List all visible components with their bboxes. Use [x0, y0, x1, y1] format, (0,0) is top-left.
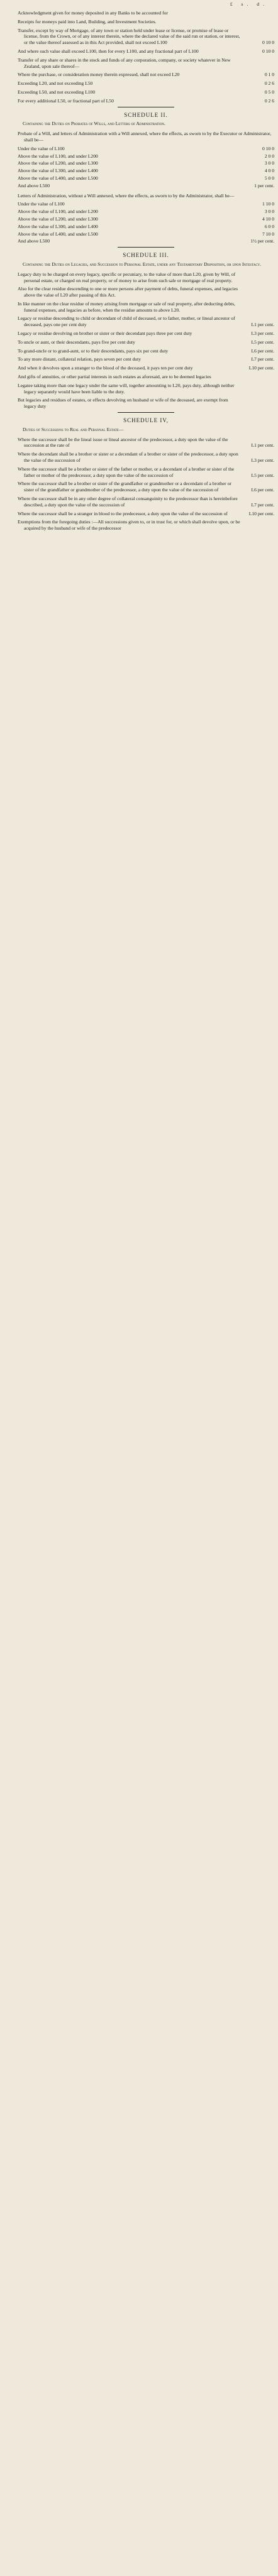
entry-text: Where the purchase, or consideration money therein expressed, shall not exceed L20 — [18, 72, 180, 78]
entry-amount: 1 per cent. — [254, 182, 274, 188]
entry-row — [18, 48, 274, 55]
entry-text: Where the decendant shall be a brother or sister or a decendant of a brother or sister of the predecessor, a duty upon the value of the succession of — [18, 451, 238, 464]
entry-row — [18, 224, 274, 230]
entry-row — [18, 383, 274, 395]
entry-amount: 6 0 0 — [264, 223, 274, 229]
entry-text: Under the value of L100 — [18, 201, 65, 207]
entry-amount: L3 per cent. — [251, 330, 274, 337]
entry-amount: 0 2 6 — [264, 97, 274, 104]
admin-rows — [18, 201, 274, 244]
entry-amount: L6 per cent. — [251, 487, 274, 493]
entry-text: Above the value of L100, and under L200 — [18, 209, 98, 215]
entry-amount: L7 per cent. — [251, 356, 274, 363]
entry-text: Above the value of L400, and under L500 — [18, 175, 98, 181]
schedule-4-rows — [18, 437, 274, 532]
entry-row — [18, 168, 274, 174]
entry-row — [18, 28, 274, 46]
currency-header: £ s. d. — [230, 1, 268, 7]
entry-row — [18, 481, 274, 493]
entry-row — [18, 160, 274, 166]
entry-text: Exceeding L20, and not exceeding L50 — [18, 80, 93, 87]
entry-text: Above the value of L300, and under L400 — [18, 223, 98, 229]
entry-row — [18, 339, 274, 346]
top-items-section — [18, 3, 274, 104]
entry-text: Transfer of any share or shares in the stock and funds of any corporation, company, or society whatever in New Zealand, upon sale thereof— — [18, 57, 231, 69]
entry-amount: 4 0 0 — [264, 168, 274, 174]
entry-text: To uncle or aunt, or their descendants, pays five per cent duty — [18, 339, 135, 345]
entry-text: And gifts of annuities, or other partial interests in such estates as aforesaid, are to be deemed legacies — [18, 374, 211, 380]
entry-row — [18, 315, 274, 328]
entry-text: Where the successor shall be in any other degree of collateral consanguinity to the predecessor than is hereinbefore described, a duty upon the value of the succession of — [18, 496, 238, 508]
entry-amount: 0 10 0 — [262, 40, 274, 46]
entry-text: To any more distant, collateral relation, pays seven per cent duty — [18, 356, 141, 363]
entry-amount: L10 per cent. — [248, 365, 274, 371]
entry-text: And above L500 — [18, 238, 50, 244]
entry-row — [18, 238, 274, 244]
entry-row — [18, 146, 274, 152]
entry-amount: 1 10 0 — [262, 201, 274, 207]
entry-row — [18, 519, 274, 532]
entry-row — [18, 175, 274, 182]
entry-row — [18, 72, 274, 78]
entry-row — [18, 231, 274, 237]
entry-row — [18, 437, 274, 449]
entry-text: Legacy duty to be charged on every legacy, specific or pecuniary, to the value of more than L20, given by Will, of personal estate, or charged on real property, or of money to arise from such sale or mortgage of real property. — [18, 271, 236, 283]
entry-text: Where the successor shall be a brother or sister of the grandfather or grandmother or a decendant of a brother or sister of the grandfather or grandmother of the predecessor, a duty upon the value of the succession of — [18, 481, 231, 493]
entry-row — [18, 183, 274, 189]
schedule-3-description: Containing the Duties on Legacies, and Succession to Personal Estate, under any Testamentary Disposition, or upon Intestacy. — [23, 261, 262, 267]
entry-row — [18, 356, 274, 363]
entry-text: Where the successor shall be the lineal issue or lineal ancestor of the predecessor, a duty upon the value of the succession at the rate of — [18, 436, 228, 449]
entry-text: Exceeding L50, and not exceeding L100 — [18, 89, 96, 95]
schedule-4-description: Duties of Successions to Real and Personal Estate— — [23, 426, 124, 432]
entry-amount: 0 5 0 — [264, 89, 274, 95]
divider — [118, 412, 174, 413]
entry-amount: 0 2 6 — [264, 80, 274, 87]
divider — [118, 247, 174, 248]
schedule-2-description: Containing the Duties on Probates of Wills, and Letters of Administration. — [23, 121, 165, 127]
entry-text: Legacy or residue descending to child or decendant of child of deceased, or to father, mother, or lineal ancestor of deceased, pays one per cent duty — [18, 315, 235, 328]
entry-row — [18, 98, 274, 104]
entry-text: For every additional L50, or fractional part of L50 — [18, 97, 114, 104]
schedule-2 — [18, 107, 274, 245]
entry-amount: L5 per cent. — [251, 339, 274, 345]
entry-row — [18, 301, 274, 314]
probate-rows — [18, 146, 274, 189]
entry-amount: 5 0 0 — [264, 175, 274, 181]
schedule-4 — [18, 412, 274, 532]
entry-amount: L6 per cent. — [251, 347, 274, 354]
entry-text: Legacy or residue devolving on brother or sister or their decendant pays three per cent duty — [18, 330, 192, 337]
admin-intro: Letters of Administration, without a Will annexed, where the effects, as sworn to by the Administrator, shall be— — [18, 192, 235, 199]
entry-row — [18, 397, 274, 410]
entry-amount: 4 10 0 — [262, 216, 274, 222]
entry-row — [18, 201, 274, 207]
entry-row — [18, 80, 274, 87]
entry-amount: 3 0 0 — [264, 160, 274, 166]
entry-text: But legacies and residues of estates, or effects devolving on husband or wife of the deceased, are exempt from legacy duty — [18, 397, 228, 410]
entry-row — [18, 511, 274, 517]
entry-row — [18, 348, 274, 354]
entry-amount: 0 1 0 — [264, 72, 274, 78]
entry-text: Where the successor shall be a brother or sister of the father or mother, or a decendant of a brother or sister of the father or mother of the predecessor, a duty upon the value of the succession of — [18, 466, 235, 478]
entry-row — [18, 496, 274, 508]
entry-text: Above the value of L300, and under L400 — [18, 168, 98, 174]
probate-intro: Probate of a Will, and letters of Administration with a Will annexed, where the effects, as sworn to by the Executor or Administrator, shall be— — [18, 131, 272, 143]
entry-text: Above the value of L100, and under L200 — [18, 153, 98, 159]
entry-amount: L10 per cent. — [248, 510, 274, 516]
entry-text: Transfer, except by way of Mortgage, of any town or station held under lease or license, or promise of lease or license, from the Crown, or of any interest therein, where the declared value of the said run or station, or interest, or the value thereof assessed as in this Act provided, shall not exceed L100 — [18, 27, 240, 46]
entry-text: Also for the clear residue descending to one or more persons after payment of debts, funeral expenses, and legacies above the value of L20 after passing of this Act. — [18, 286, 238, 298]
schedule-2-title: SCHEDULE II. — [124, 111, 168, 118]
entry-row — [18, 271, 274, 284]
entry-text: And when it devolves upon a stranger to the blood of the deceased, it pays ten per cent duty — [18, 365, 193, 371]
entry-text: Acknowledgment given for money deposited in any Banks to be accounted for — [18, 10, 168, 16]
entry-row — [18, 10, 274, 16]
entry-amount: L5 per cent. — [251, 472, 274, 478]
entry-text: And above L500 — [18, 182, 50, 188]
entry-text: Above the value of L200, and under L300 — [18, 160, 98, 166]
entry-amount: L3 per cent. — [251, 457, 274, 464]
entry-text: And where such value shall exceed L100, then for every L100, and any fractional part of L100 — [18, 48, 199, 54]
entry-text: Above the value of L400, and under L500 — [18, 231, 98, 237]
entry-amount: 3 0 0 — [264, 209, 274, 215]
schedule-3 — [18, 247, 274, 410]
entry-row — [18, 365, 274, 371]
entry-text: Above the value of L200, and under L300 — [18, 216, 98, 222]
schedule-4-title: SCHEDULE IV, — [123, 417, 169, 424]
entry-amount: L7 per cent. — [251, 501, 274, 508]
entry-row — [18, 57, 274, 70]
entry-text: Receipts for moneys paid into Land, Building, and Investment Societies. — [18, 18, 157, 25]
entry-text: Exemptions from the foregoing duties :—All successions given to, or in trust for, or which shall devolve upon, or be acquired by the husband or wife of the predecessor — [18, 519, 240, 532]
entry-amount: L1 per cent. — [251, 322, 274, 328]
schedule-3-rows — [18, 271, 274, 410]
entry-amount: 7 10 0 — [262, 231, 274, 237]
entry-amount: 1½ per cent. — [250, 238, 274, 244]
entry-amount: L1 per cent. — [251, 442, 274, 449]
entry-amount: 0 10 0 — [262, 145, 274, 151]
entry-text: Where the successor shall be a stranger in blood to the predecessor, a duty upon the value of the succession of — [18, 510, 228, 516]
entry-text: In like manner on the clear residue of money arising from mortgage or sale of real property, after deducting debts, funeral expenses, and legacies as before, when the residue amounts to above L20. — [18, 300, 235, 313]
entry-row — [18, 153, 274, 160]
entry-row — [18, 216, 274, 222]
entry-amount: 0 10 0 — [262, 48, 274, 54]
entry-row — [18, 19, 274, 25]
entry-row — [18, 89, 274, 96]
entry-row — [18, 451, 274, 464]
entry-text: Legatee taking more than one legacy under the same will, together amounting to L20, pays duty, although neither legacy separately would have been liable to the duty. — [18, 382, 235, 395]
entry-row — [18, 374, 274, 380]
schedule-3-title: SCHEDULE III. — [123, 252, 169, 259]
newspaper-column — [0, 0, 278, 532]
entry-row — [18, 330, 274, 337]
entry-row — [18, 209, 274, 215]
entry-row — [18, 466, 274, 479]
entry-text: Under the value of L100 — [18, 145, 65, 151]
entry-amount: 2 0 0 — [264, 153, 274, 159]
entry-text: To grand-uncle or to grand-aunt, or to their descendants, pays six per cent duty — [18, 347, 169, 354]
entry-row — [18, 286, 274, 298]
